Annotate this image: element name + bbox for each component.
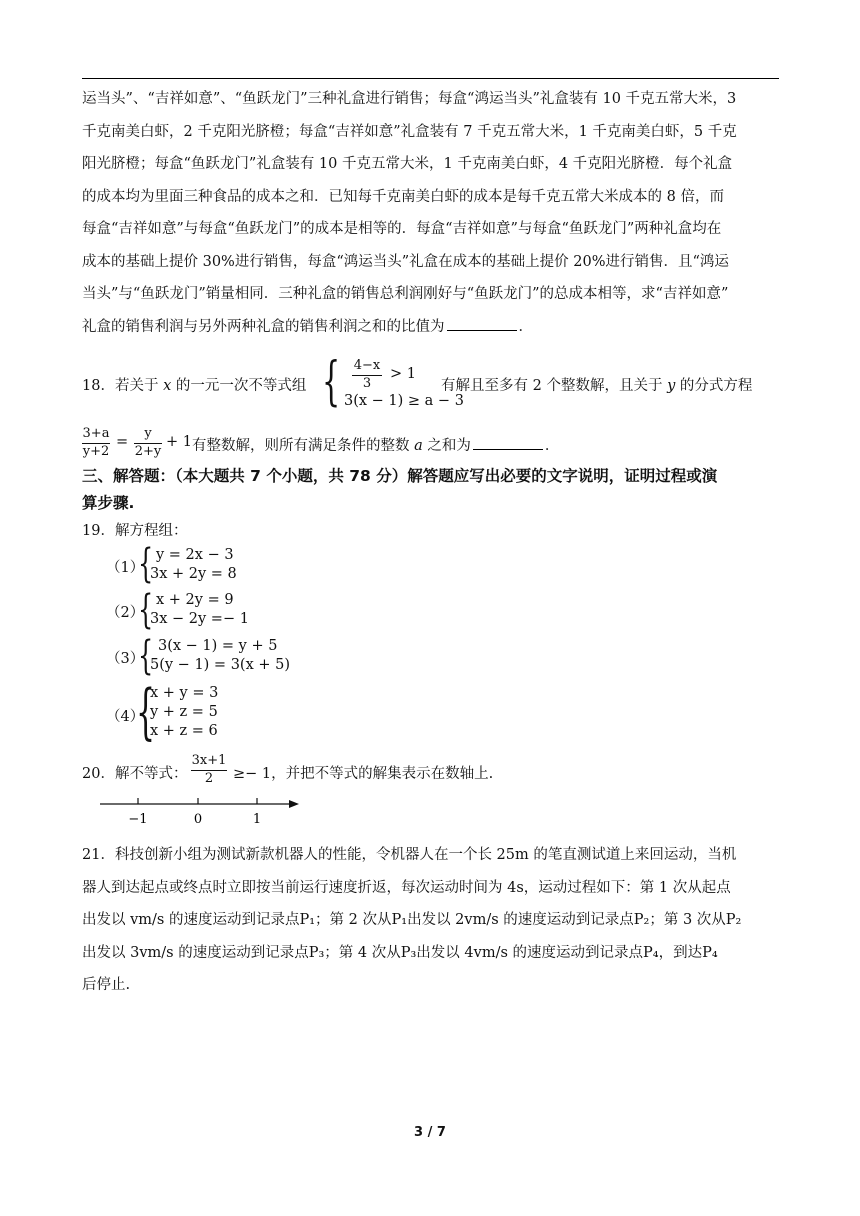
q21-line: 器人到达起点或终点时立即按当前运行速度折返，每次运动时间为 4s，运动过程如下：第 1 次从起点 (82, 879, 731, 896)
q17-line: 的成本均为里面三种食品的成本之和．已知每千克南美白虾的成本是每千克五常大米成本的 8 倍，而 (82, 188, 724, 205)
q17-line: 当头”与“鱼跃龙门”销量相同．三种礼盒的销售总利润刚好与“鱼跃龙门”的总成本相等，求“吉祥如意” (82, 286, 729, 302)
q18-eq-lhs-num: 3+a (82, 426, 110, 441)
q18-line2-end: 之和为 (422, 438, 471, 454)
q19-eq: y + z = 5 (150, 704, 218, 720)
q18-mid2: 有解且至多有 2 个整数解，且关于 (441, 378, 668, 394)
q19-label-4: （4） (106, 709, 145, 725)
q17-text (82, 83, 782, 343)
q21-text (82, 839, 782, 1002)
q18-line1-tail (441, 374, 752, 395)
number-line-label: 0 (193, 812, 203, 827)
top-rule (82, 78, 779, 79)
q18-var-y: y (667, 378, 676, 394)
q18-mid1: 的一元一次不等式组 (171, 378, 307, 394)
q17-last-end: ． (518, 318, 533, 335)
q19-eq: 5(y − 1) = 3(x + 5) (150, 657, 291, 673)
q21-line: 出发以 vm/s 的速度运动到记录点P₁；第 2 次从P₁出发以 2vm/s 的速度运动到记录点P₂；第 3 次从P₂ (82, 912, 742, 928)
q20-num: 3x+1 (191, 753, 227, 768)
section-heading-line2: 算步骤. (82, 494, 135, 512)
q17-line: 每盒“吉祥如意”与每盒“鱼跃龙门”的成本是相等的．每盒“吉祥如意”与每盒“鱼跃龙门”两种礼盒均在 (82, 221, 722, 237)
q18-line2-text: 有整数解，则所有满足条件的整数 (192, 438, 415, 454)
q18-var-a: a (414, 438, 423, 454)
q19-label-3: （3） (106, 651, 145, 667)
q17-line: 成本的基础上提价 30%进行销售，每盒“鸿运当头”礼盒在成本的基础上提价 20%进行销售．且“鸿运 (82, 253, 729, 270)
q19-brace-1: { (138, 541, 154, 587)
q19-eq: x + z = 6 (150, 723, 218, 739)
q19-brace-3: { (138, 633, 154, 679)
q19-label-2: （2） (106, 605, 145, 621)
q21-line: 21．科技创新小组为测试新款机器人的性能，令机器人在一个长 25m 的笔直测试道上来回运动，当机 (82, 847, 737, 863)
q20-den: 2 (204, 771, 214, 786)
q20-rel: ≥− 1 (233, 766, 272, 782)
q18-mid3: 的分式方程 (675, 378, 753, 394)
number-line-label: 1 (252, 812, 262, 827)
section-heading-line1: 三、解答题：（本大题共 7 个小题，共 78 分）解答题应写出必要的文字说明，证明过程或演 (82, 467, 718, 485)
q18-ineq1-den: 3 (362, 376, 372, 391)
q17-line: 运当头”、“吉祥如意”、“鱼跃龙门”三种礼盒进行销售；每盒“鸿运当头”礼盒装有 10 千克五常大米，3 (82, 91, 737, 107)
q21-line: 后停止. (82, 977, 131, 993)
q17-last-text: 礼盒的销售利润与另外两种礼盒的销售利润之和的比值为 (82, 318, 445, 335)
q20-prefix: 20．解不等式： (82, 766, 188, 782)
q18-eq-tail: + 1 (166, 434, 192, 450)
q17-line: 千克南美白虾，2 千克阳光脐橙；每盒“吉祥如意”礼盒装有 7 千克五常大米，1 千克南美白虾，5 千克 (82, 123, 737, 140)
q19-eq: 3(x − 1) = y + 5 (158, 638, 278, 654)
q17-last-line (82, 311, 782, 344)
q19-label-1: （1） (106, 560, 145, 576)
q18-eq-lhs-den: y+2 (82, 444, 110, 459)
q18-brace: { (322, 352, 341, 412)
section-heading (82, 463, 782, 517)
q18-eq-rhs-den: 2+y (134, 444, 162, 459)
q19-eq: x + 2y = 9 (156, 592, 234, 608)
q19-eq: 3x − 2y =− 1 (150, 611, 249, 627)
number-line-label: −1 (128, 812, 148, 827)
answer-blank[interactable] (473, 435, 543, 450)
q18-prefix: 18．若关于 (82, 378, 164, 394)
q18-eq-sign: = (116, 434, 129, 450)
q18-ineq1-rhs: > 1 (390, 366, 416, 382)
page-number: 3 / 7 (414, 1125, 446, 1140)
q18-period: ． (544, 438, 560, 454)
q18-ineq2: 3(x − 1) ≥ a − 3 (344, 393, 464, 409)
q18-var-x: x (163, 378, 172, 394)
q19-eq: y = 2x − 3 (156, 547, 234, 563)
number-line (95, 794, 305, 834)
q19-brace-4: { (136, 677, 156, 747)
q19-eq: x + y = 3 (150, 685, 219, 701)
q18-ineq1-num: 4−x (353, 358, 381, 373)
answer-blank[interactable] (447, 316, 517, 331)
q19-title: 19．解方程组： (82, 523, 188, 539)
q20-tail (233, 762, 493, 783)
number-line-arrow (289, 800, 299, 808)
q18-line1 (82, 374, 306, 395)
q17-line: 阳光脐橙；每盒“鱼跃龙门”礼盒装有 10 千克五常大米，1 千克南美白虾，4 千克阳光脐橙．每个礼盒 (82, 156, 733, 172)
q18-eq-rhs-num: y (144, 426, 152, 441)
q19-brace-2: { (138, 587, 154, 633)
q19-eq: 3x + 2y = 8 (150, 566, 237, 582)
q18-line2 (192, 434, 559, 455)
q20-suffix: ，并把不等式的解集表示在数轴上. (271, 766, 494, 782)
q21-line: 出发以 3vm/s 的速度运动到记录点P₃；第 4 次从P₃出发以 4vm/s 的速度运动到记录点P₄，到达P₄ (82, 944, 718, 961)
